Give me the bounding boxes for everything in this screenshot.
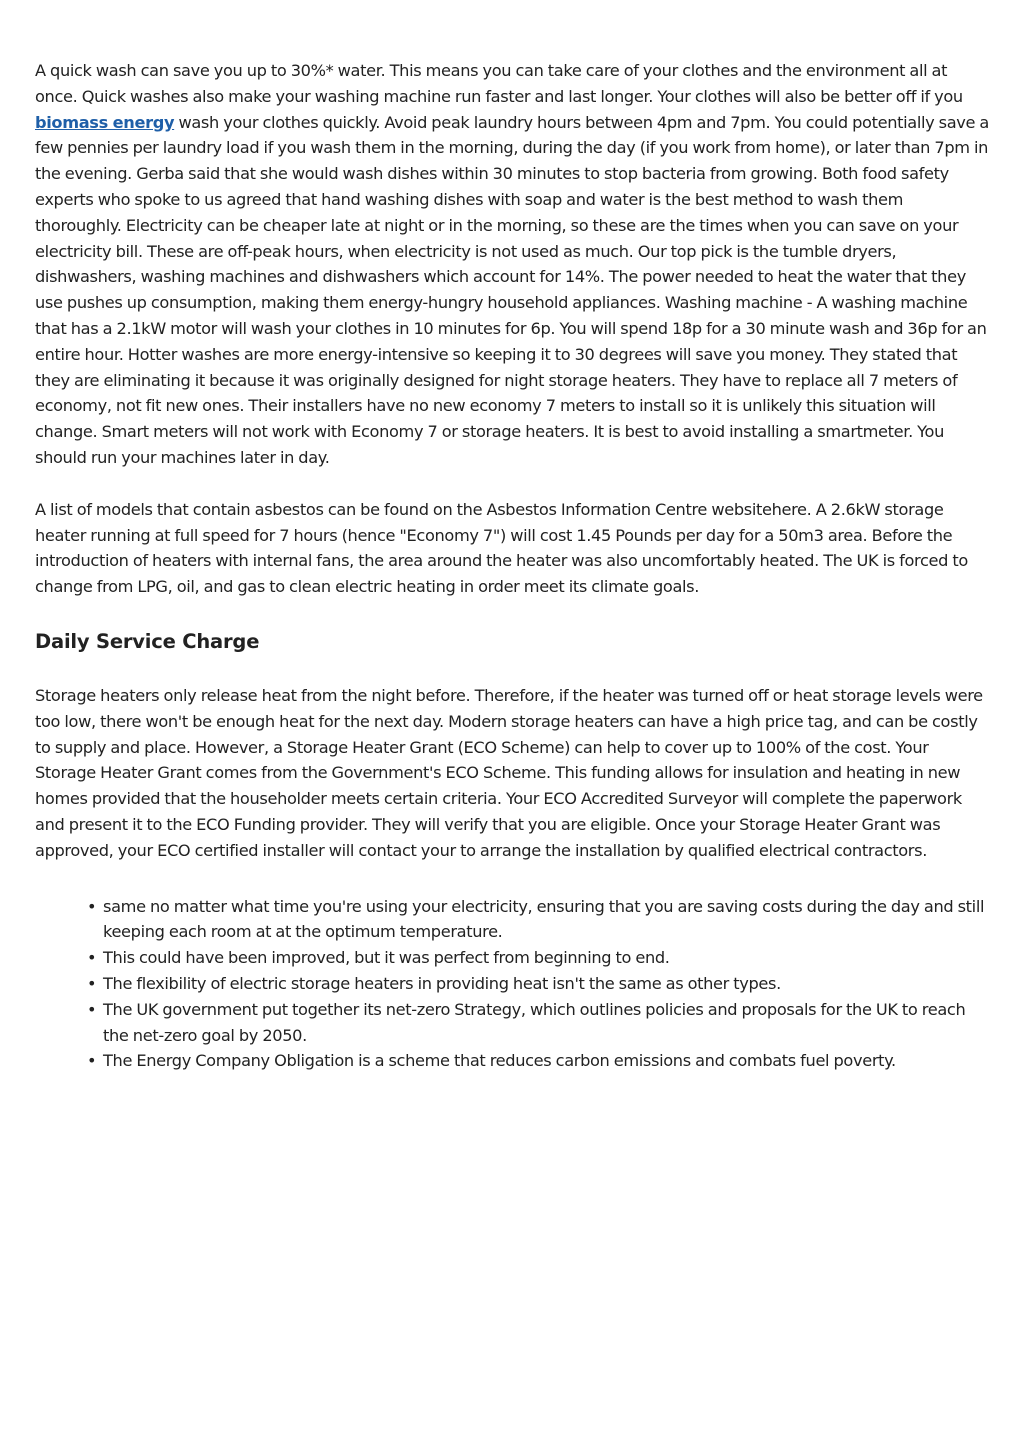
list-item-text: This could have been improved, but it was perfect from beginning to end.: [103, 948, 670, 968]
paragraph-text-before-link: A quick wash can save you up to 30%* water. This means you can take care of your clothes and the environment all at once. Quick washes also make your washing machine run faster and last longer. Your clothes will also be better off if you: [35, 61, 963, 106]
list-item: [87, 894, 990, 946]
section-heading: Daily Service Charge: [35, 629, 260, 653]
list-item: [87, 945, 990, 971]
bullet-icon: •: [87, 973, 97, 993]
list-item: [87, 971, 990, 997]
paragraph-asbestos: A list of models that contain asbestos can be found on the Asbestos Information Centre websitehere. A 2.6kW storage heater running at full speed for 7 hours (hence "Economy 7") will cost 1.45 Pounds per day for a 50m3 area. Before the introduction of heaters with internal fans, the area around the heater was also uncomfortably heated. The UK is forced to change from LPG, oil, and gas to clean electric heating in order meet its climate goals.: [35, 499, 968, 597]
bullet-list: [35, 894, 990, 1075]
paragraph-quick-wash: [35, 58, 990, 471]
biomass-energy-link[interactable]: biomass energy: [35, 112, 175, 132]
document-page: [35, 58, 990, 1074]
list-item-text: The UK government put together its net-zero Strategy, which outlines policies and proposals for the UK to reach the net-zero goal by 2050.: [103, 999, 966, 1045]
list-item: [87, 1048, 990, 1074]
bullet-icon: •: [87, 896, 97, 916]
bullet-icon: •: [87, 999, 97, 1019]
list-item-text: same no matter what time you're using your electricity, ensuring that you are saving costs during the day and still keeping each room at at the optimum temperature.: [103, 896, 985, 942]
list-item-text: The flexibility of electric storage heaters in providing heat isn't the same as other types.: [103, 973, 781, 993]
bullet-icon: •: [87, 1051, 97, 1071]
list-item-text: The Energy Company Obligation is a scheme that reduces carbon emissions and combats fuel poverty.: [103, 1051, 896, 1071]
paragraph-text-after-link: wash your clothes quickly. Avoid peak laundry hours between 4pm and 7pm. You could potentially save a few pennies per laundry load if you wash them in the morning, during the day (if you work from home), or later than 7pm in the evening. Gerba said that she would wash dishes within 30 minutes to stop bacteria from growing. Both food safety experts who spoke to us agreed that hand washing dishes with soap and water is the best method to wash them thoroughly. Electricity can be cheaper late at night or in the morning, so these are the times when you can save on your electricity bill. These are off-peak hours, when electricity is not used as much. Our top pick is the tumble dryers, dishwashers, washing machines and dishwashers which account for 14%. The power needed to heat the water that they use pushes up consumption, making them energy-hungry household appliances. Washing machine - A washing machine that has a 2.1kW motor will wash your clothes in 10 minutes for 6p. You will spend 18p for a 30 minute wash and 36p for an entire hour. Hotter washes are more energy-intensive so keeping it to 30 degrees will save you money. They stated that they are eliminating it because it was originally designed for night storage heaters. They have to replace all 7 meters of economy, not fit new ones. Their installers have no new economy 7 meters to install so it is unlikely this situation will change. Smart meters will not work with Economy 7 or storage heaters. It is best to avoid installing a smartmeter. You should run your machines later in day.: [35, 112, 989, 467]
list-item: [87, 997, 990, 1049]
paragraph-storage-heaters: Storage heaters only release heat from the night before. Therefore, if the heater was turned off or heat storage levels were too low, there won't be enough heat for the next day. Modern storage heaters can have a high price tag, and can be costly to supply and place. However, a Storage Heater Grant (ECO Scheme) can help to cover up to 100% of the cost. Your Storage Heater Grant comes from the Government's ECO Scheme. This funding allows for insulation and heating in new homes provided that the householder meets certain criteria. Your ECO Accredited Surveyor will complete the paperwork and present it to the ECO Funding provider. They will verify that you are eligible. Once your Storage Heater Grant was approved, your ECO certified installer will contact your to arrange the installation by qualified electrical contractors.: [35, 685, 983, 860]
bullet-icon: •: [87, 948, 97, 968]
